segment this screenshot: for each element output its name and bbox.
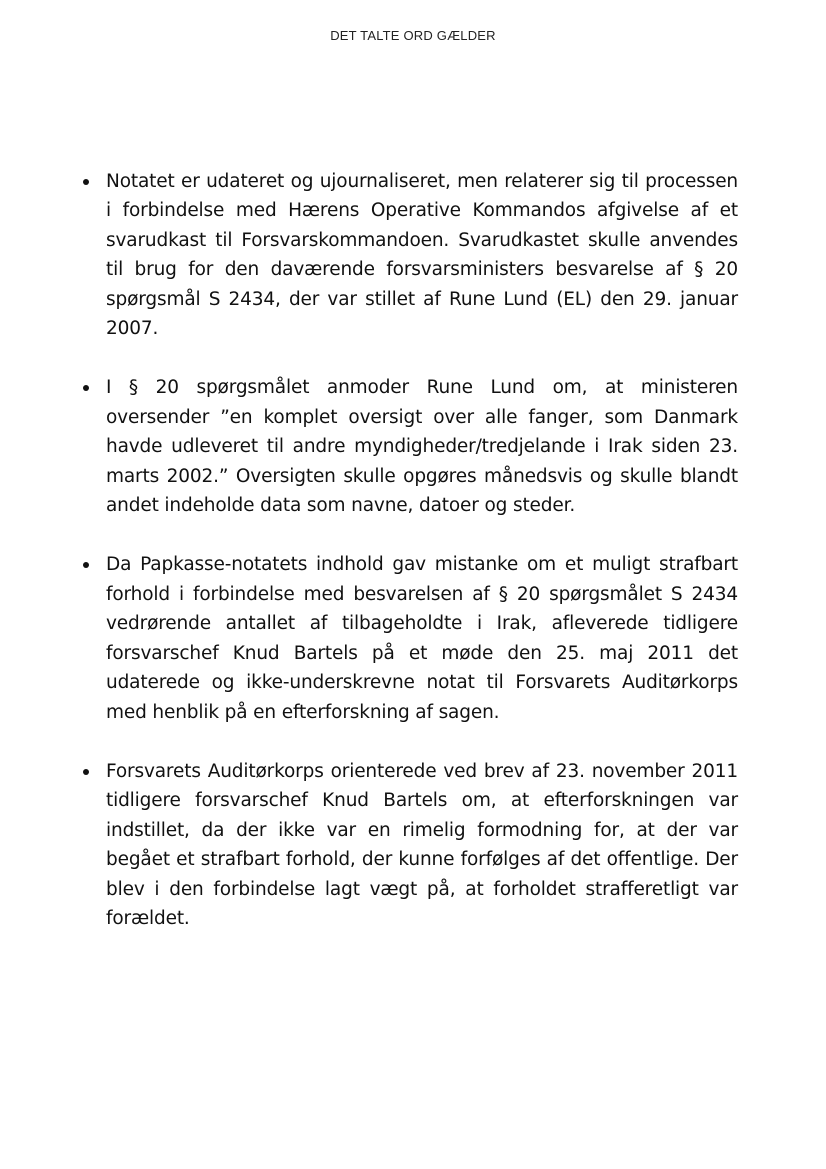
list-item <box>76 373 738 520</box>
paragraph-text: Da Papkasse-notatets indhold gav mistanke om et muligt strafbart forhold i forbindelse med besvarelsen af § 20 spørgsmålet S 2434 vedrørende antallet af tilbageholdte i Irak, afleverede tidligere forsvarschef Knud Bartels på et møde den 25. maj 2011 det udaterede og ikke-underskrevne notat til Forsvarets Auditørkorps med henblik på en efterforskning af sagen. <box>106 554 738 723</box>
bullet-icon <box>83 179 89 185</box>
paragraph-text: Forsvarets Auditørkorps orienterede ved brev af 23. november 2011 tidligere forsvarschef Knud Bartels om, at efterforskningen var indstillet, da der ikke var en rimelig formodning for, at der var begået et strafbart forhold, der kunne forfølges af det offentlige. Der blev i den forbindelse lagt vægt på, at forholdet strafferetligt var forældet. <box>106 760 738 929</box>
bullet-icon <box>83 769 89 775</box>
list-item <box>76 550 738 726</box>
list-item <box>76 757 738 933</box>
bullet-list <box>76 167 738 963</box>
page-header: DET TALTE ORD GÆLDER <box>330 28 496 43</box>
paragraph-text: I § 20 spørgsmålet anmoder Rune Lund om, at ministeren oversender ”en komplet oversigt over alle fanger, som Danmark havde udleveret til andre myndigheder/tredjelande i Irak siden 23. marts 2002.” Oversigten skulle opgøres månedsvis og skulle blandt andet indeholde data som navne, datoer og steder. <box>106 377 738 517</box>
paragraph-text: Notatet er udateret og ujournaliseret, men relaterer sig til processen i forbindelse med Hærens Operative Kommandos afgivelse af et svarudkast til Forsvarskommandoen. Svarudkastet skulle anvendes til brug for den daværende forsvarsministers besvarelse af § 20 spørgsmål S 2434, der var stillet af Rune Lund (EL) den 29. januar 2007. <box>106 171 738 340</box>
bullet-icon <box>83 562 89 568</box>
bullet-icon <box>83 385 89 391</box>
list-item <box>76 167 738 343</box>
